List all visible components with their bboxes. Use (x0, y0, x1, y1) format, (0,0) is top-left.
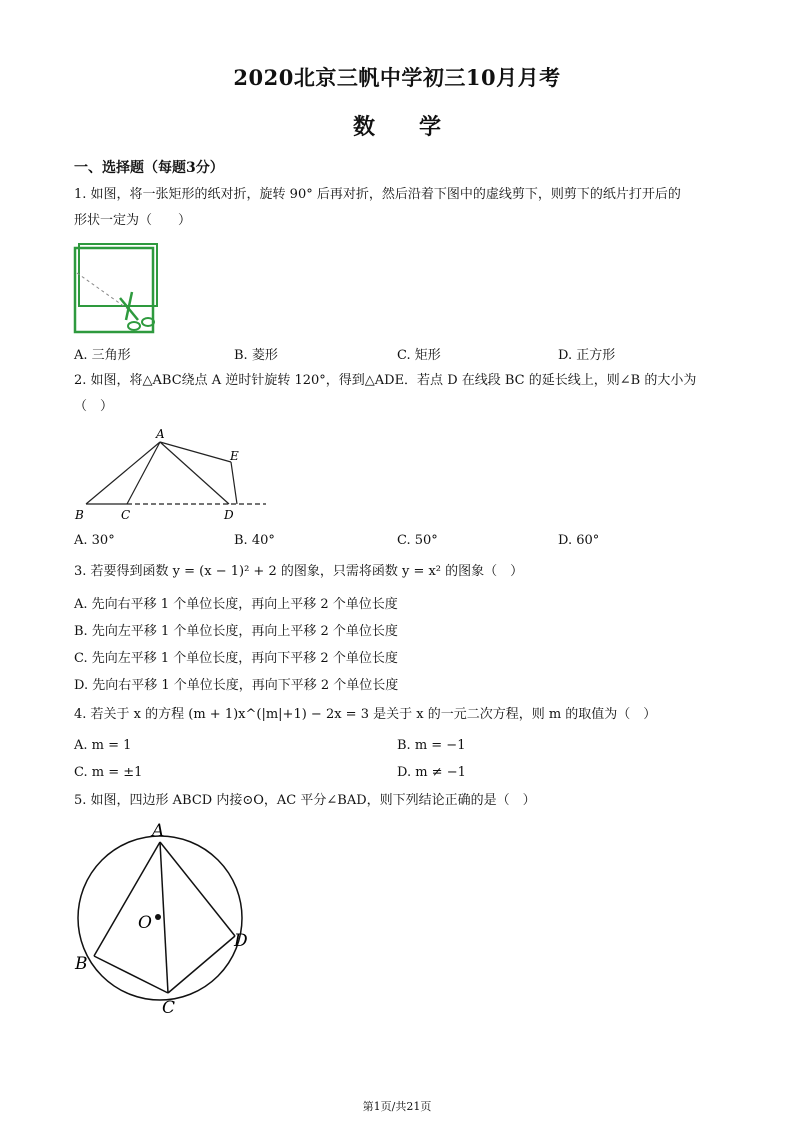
q1-paper-front (75, 248, 153, 332)
q2-label-d: D (224, 508, 234, 522)
q2-figure (74, 424, 274, 524)
q2-label-c: C (121, 508, 131, 522)
q5-label-d: D (234, 931, 248, 951)
q2-label-e: E (230, 449, 239, 463)
q2-stem-line2: （ ） (74, 399, 114, 414)
q4-option-d: D. m ≠ −1 (397, 765, 466, 780)
q2-option-c: C. 50° (397, 533, 438, 548)
q4-option-a: A. m = 1 (74, 738, 132, 753)
q2-option-d: D. 60° (558, 533, 600, 548)
q3-option-a: A. 先向右平移 1 个单位长度，再向上平移 2 个单位长度 (74, 597, 398, 612)
q2-label-b: B (75, 508, 84, 522)
subject-left: 数 (352, 114, 375, 140)
q5-label-c: C (162, 998, 176, 1018)
section-heading: 一、选择题（每题3分） (74, 160, 224, 176)
subject-right: 学 (419, 114, 442, 140)
q4-stem: 4. 若关于 x 的方程 (m + 1)x^(|m|+1) − 2x = 3 是关于 x 的一元二次方程，则 m 的取值为（ ） (74, 707, 657, 722)
q4-option-c: C. m = ±1 (74, 765, 143, 780)
q1-stem-line1: 1. 如图，将一张矩形的纸对折，旋转 90° 后再对折，然后沿着下图中的虚线剪下，则剪下的纸片打开后的 (74, 187, 681, 202)
q1-figure (74, 242, 164, 337)
q5-label-o: O (138, 913, 152, 933)
q5-figure (72, 818, 262, 1018)
q5-label-b: B (75, 954, 88, 974)
q1-option-b: B. 菱形 (234, 348, 278, 363)
q5-center-dot (155, 914, 161, 920)
q1-paper-back (79, 244, 157, 306)
q2-option-b: B. 40° (234, 533, 275, 548)
q2-label-a: A (156, 427, 165, 441)
q1-option-c: C. 矩形 (397, 348, 441, 363)
scissors-icon (120, 292, 154, 330)
q1-option-d: D. 正方形 (558, 348, 616, 363)
q1-option-a: A. 三角形 (74, 348, 131, 363)
q3-option-b: B. 先向左平移 1 个单位长度，再向上平移 2 个单位长度 (74, 624, 398, 639)
q5-stem: 5. 如图，四边形 ABCD 内接⊙O，AC 平分∠BAD，则下列结论正确的是（ ） (74, 793, 536, 808)
q1-stem-line2: 形状一定为（ ） (74, 213, 192, 228)
q4-option-b: B. m = −1 (397, 738, 466, 753)
q3-option-d: D. 先向右平移 1 个单位长度，再向下平移 2 个单位长度 (74, 678, 399, 693)
q5-label-a: A (152, 821, 165, 841)
q3-stem: 3. 若要得到函数 y = (x − 1)² + 2 的图象，只需将函数 y = x² 的图象（ ） (74, 564, 524, 579)
subject-title (0, 110, 794, 141)
q2-stem-line1: 2. 如图，将△ABC绕点 A 逆时针旋转 120°，得到△ADE．若点 D 在线段 BC 的延长线上，则∠B 的大小为 (74, 373, 697, 388)
page-title: 2020北京三帆中学初三10月月考 (233, 65, 561, 90)
q3-option-c: C. 先向左平移 1 个单位长度，再向下平移 2 个单位长度 (74, 651, 398, 666)
page-footer: 第1页/共21页 (362, 1100, 432, 1113)
q2-option-a: A. 30° (74, 533, 115, 548)
